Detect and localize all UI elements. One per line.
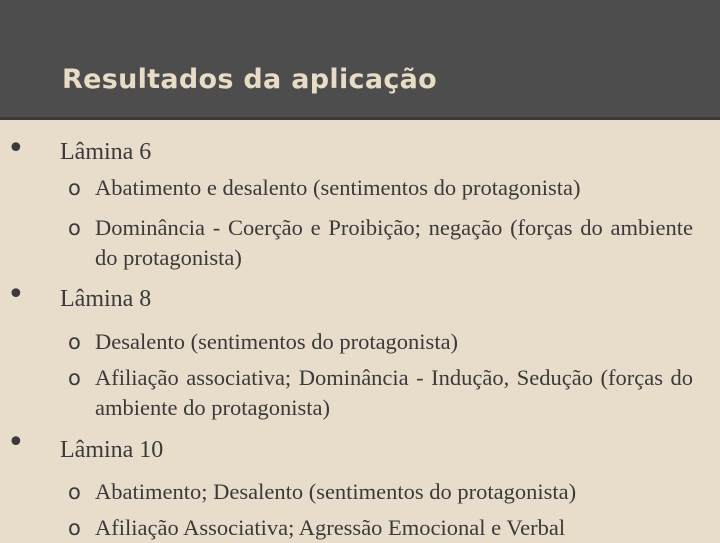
slide-header (0, 0, 720, 120)
bullet-marker: • (7, 425, 25, 460)
sub-bullet-marker: o (68, 216, 81, 240)
bullet-marker: • (7, 131, 25, 166)
section-label-lamina-6: Lâmina 6 (60, 139, 152, 165)
section-label-lamina-8: Lâmina 8 (60, 286, 152, 312)
list-item: Afiliação associativa; Dominância - Indução, Sedução (forças do ambiente do protagonista) (95, 365, 693, 420)
section-label-lamina-10: Lâmina 10 (60, 437, 164, 463)
list-item: Desalento (sentimentos do protagonista) (95, 329, 459, 354)
list-item: Afiliação Associativa; Agressão Emocional e Verbal (95, 515, 566, 540)
list-item: Dominância - Coerção e Proibição; negação (forças do ambiente do protagonista) (95, 215, 693, 270)
slide-title: Resultados da aplicação (62, 64, 438, 95)
sub-bullet-marker: o (68, 366, 81, 390)
sub-bullet-marker: o (68, 480, 81, 504)
slide-body (0, 120, 720, 540)
bullet-marker: • (7, 277, 25, 312)
sub-bullet-marker: o (68, 330, 81, 354)
sub-bullet-marker: o (68, 176, 81, 200)
sub-bullet-marker: o (68, 516, 81, 540)
list-item: Abatimento; Desalento (sentimentos do protagonista) (95, 479, 577, 504)
list-item: Abatimento e desalento (sentimentos do protagonista) (95, 175, 581, 200)
